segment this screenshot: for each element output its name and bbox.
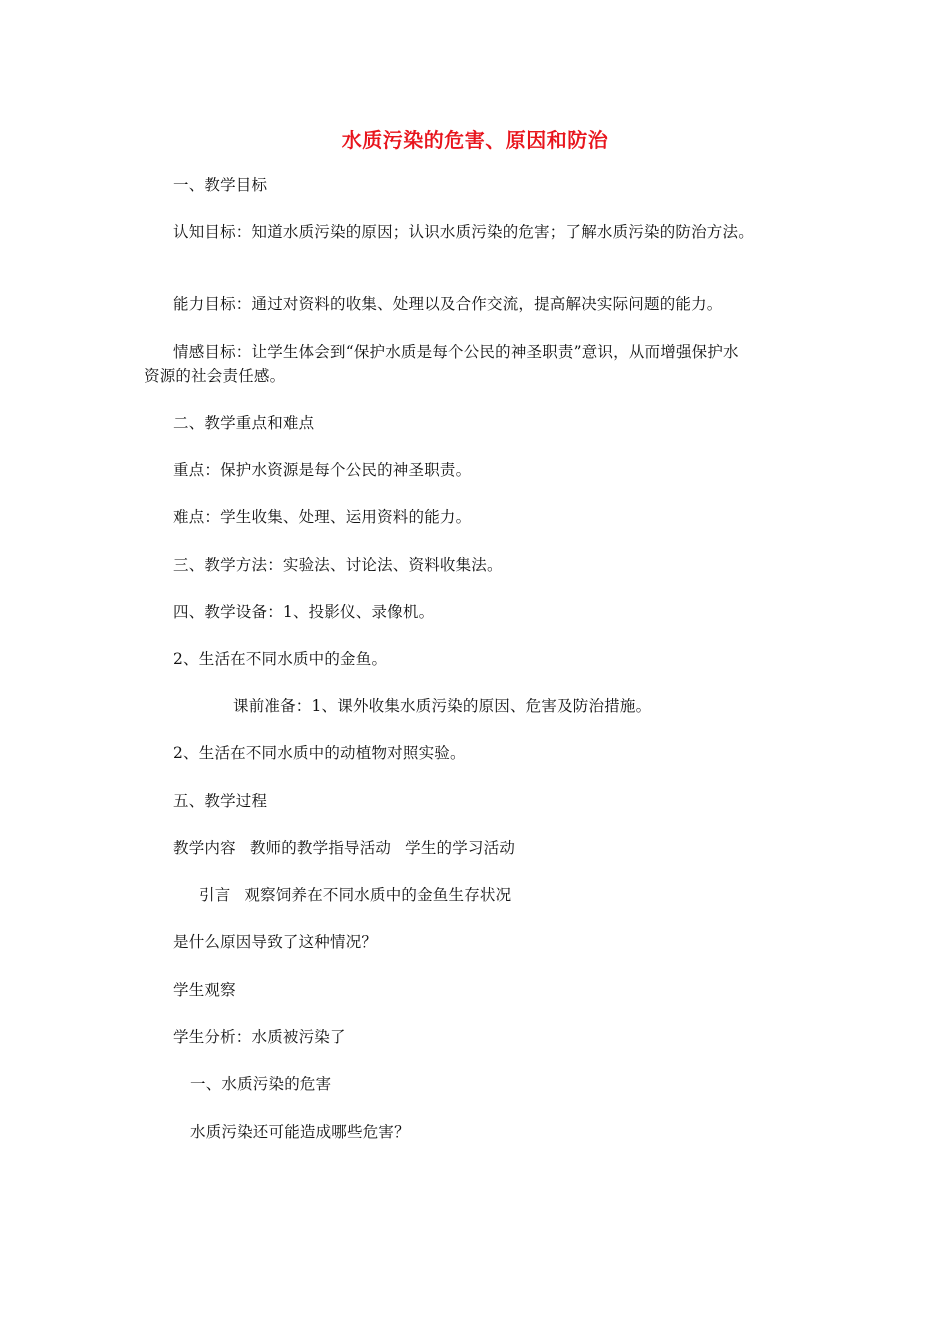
process-table-header — [173, 837, 515, 859]
column-header-content: 教学内容 — [173, 839, 236, 857]
emotion-objective-line2: 资源的社会责任感。 — [144, 367, 286, 385]
subsection-heading-harm: 一、水质污染的危害 — [190, 1075, 332, 1093]
student-observe: 学生观察 — [173, 981, 236, 999]
column-header-teacher: 教师的教学指导活动 — [249, 839, 392, 857]
difficulty-point: 难点：学生收集、处理、运用资料的能力。 — [173, 508, 472, 526]
section-heading-equipment: 四、教学设备：1、投影仪、录像机。 — [173, 603, 435, 621]
ability-objective: 能力目标：通过对资料的收集、处理以及合作交流，提高解决实际问题的能力。 — [173, 295, 723, 313]
equipment-item-2: 2、生活在不同水质中的金鱼。 — [173, 650, 388, 668]
key-point: 重点：保护水资源是每个公民的神圣职责。 — [173, 461, 472, 479]
section-heading-methods: 三、教学方法：实验法、讨论法、资料收集法。 — [173, 556, 503, 574]
teacher-question: 是什么原因导致了这种情况？ — [173, 933, 378, 951]
preparation-item-1: 课前准备：1、课外收集水质污染的原因、危害及防治措施。 — [233, 697, 652, 715]
preparation-item-2: 2、生活在不同水质中的动植物对照实验。 — [173, 744, 466, 762]
intro-row — [199, 884, 511, 906]
intro-text: 观察饲养在不同水质中的金鱼生存状况 — [244, 886, 512, 904]
student-analysis: 学生分析：水质被污染了 — [173, 1028, 346, 1046]
section-heading-objectives: 一、教学目标 — [173, 176, 268, 194]
column-header-student: 学生的学习活动 — [405, 839, 516, 857]
document-title: 水质污染的危害、原因和防治 — [341, 128, 609, 152]
intro-label: 引言 — [199, 886, 231, 904]
section-heading-process: 五、教学过程 — [173, 792, 268, 810]
section-heading-key-points: 二、教学重点和难点 — [173, 414, 315, 432]
cognitive-objective: 认知目标：知道水质污染的原因；认识水质污染的危害；了解水质污染的防治方法。 — [173, 223, 754, 241]
harm-question: 水质污染还可能造成哪些危害？ — [190, 1123, 410, 1141]
emotion-objective-line1: 情感目标：让学生体会到“保护水质是每个公民的神圣职责”意识，从而增强保护水 — [173, 343, 739, 361]
